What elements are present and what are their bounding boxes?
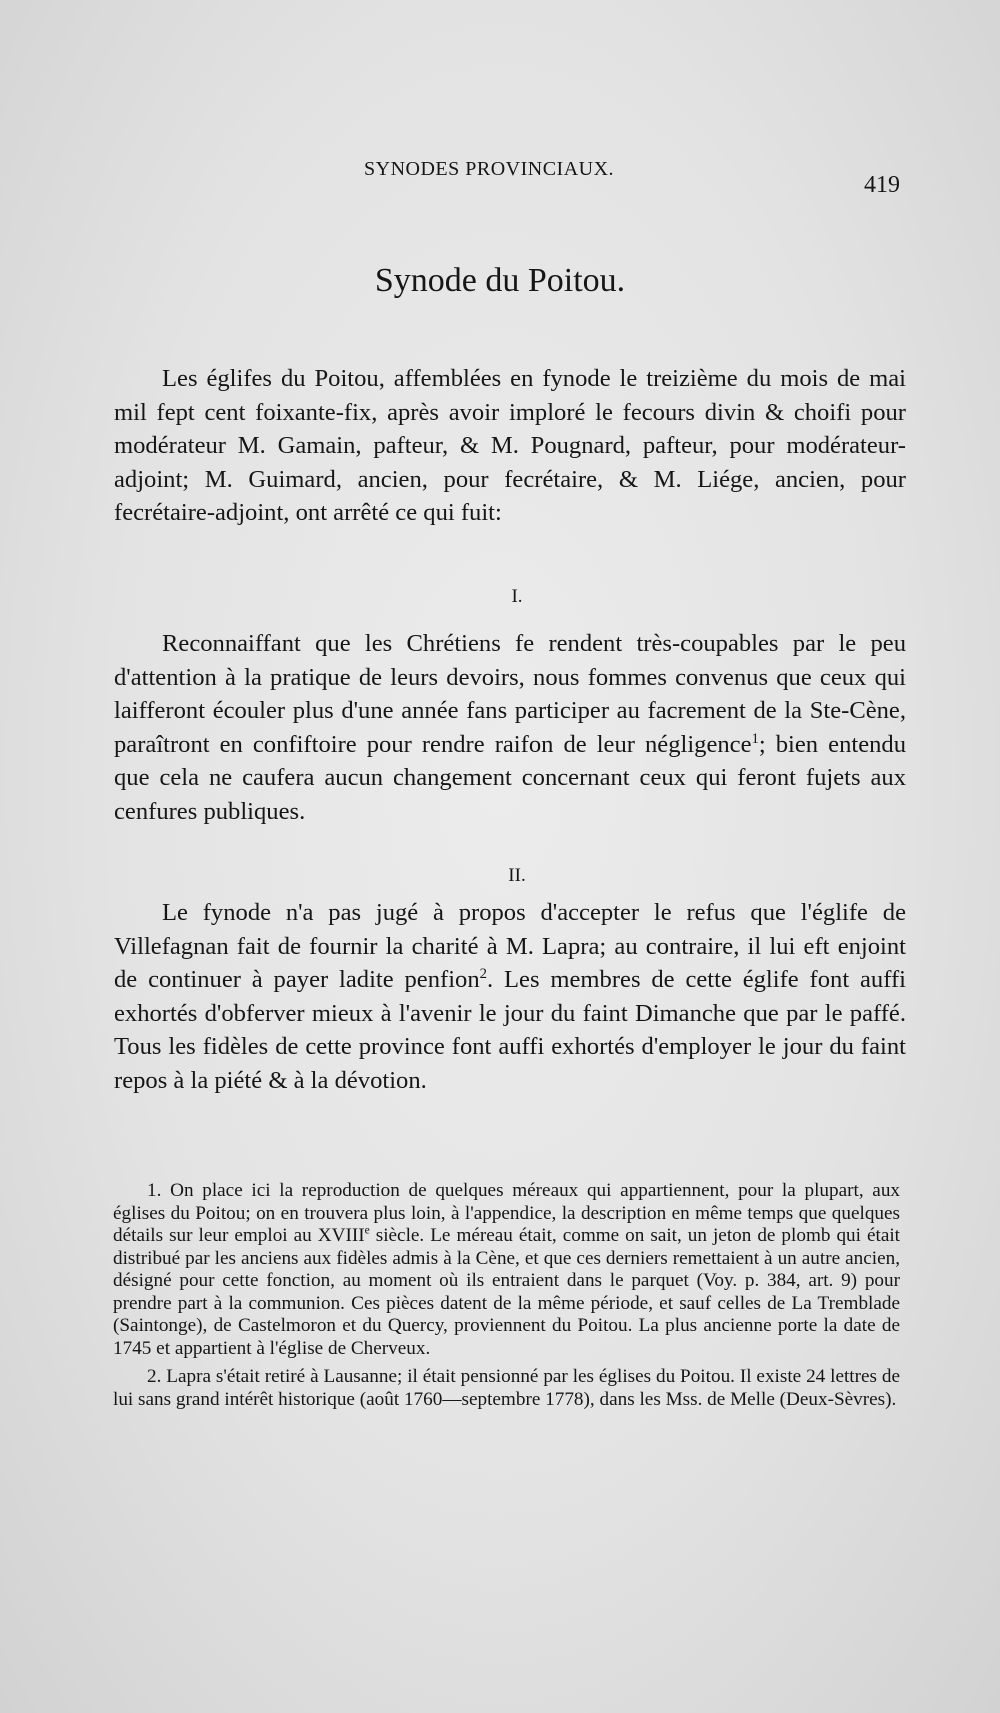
section-1-text-start: Reconnaiffant que les Chrétiens fe rendent très-coupables par le peu d'attention à la pratique de leurs devoirs, nous fommes convenus que ceux qui laifferont écouler plus d'une année fans participer au facrement de la Ste-Cène, paraîtront en confiftoire pour rendre raifon de leur négligence xyxy=(114,630,906,758)
footnote-1-text-end: siècle. Le méreau était, comme on sait, un jeton de plomb qui était distribué par les anciens aux fidèles admis à la Cène, et que ces derniers remettaient à un autre ancien, désigné pour cette fonction, au moment où ils entraient dans le parquet (Voy. p. 384, art. 9) pour prendre part à la communion. Ces pièces datent de la même période, et sauf celles de La Tremblade (Saintonge), de Castelmoron et du Quercy, proviennent du Poitou. La plus ancienne porte la date de 1745 et appartient à l'église de Cherveux. xyxy=(113,1225,900,1359)
intro-text: Les églifes du Poitou, affemblées en fynode le treizième du mois de mai mil fept cent foixante-fix, après avoir imploré le fecours divin & choifi pour modérateur M. Gamain, pafteur, & M. Pougnard, pafteur, pour modérateur-adjoint; M. Guimard, ancien, pour fecrétaire, & M. Liége, ancien, pour fecrétaire-adjoint, ont arrêté ce qui fuit: xyxy=(114,365,906,527)
running-head: SYNODES PROVINCIAUX. xyxy=(364,158,615,180)
page-title: Synode du Poitou. xyxy=(374,262,626,299)
section-1-text xyxy=(114,627,906,829)
footnote-ref-1: 1 xyxy=(751,730,759,747)
intro-paragraph xyxy=(114,362,906,530)
footnote-2-text: Lapra s'était retiré à Lausanne; il était pensionné par les églises du Poitou. Il existe 24 lettres de lui sans grand intérêt historique (août 1760—septembre 1778), dans les Mss. de Melle (Deux-Sèvres). xyxy=(113,1366,901,1410)
section-heading-1: I. xyxy=(511,586,523,607)
footnote-2 xyxy=(113,1366,900,1411)
section-1-text-end: ; bien entendu que cela ne caufera aucun changement concernant ceux qui feront fujets aux cenfures publiques. xyxy=(114,730,906,825)
footnotes xyxy=(113,1180,900,1411)
footnote-1-text: On place ici la reproduction de quelques méreaux qui appartiennent, pour la plupart, aux églises du Poitou; on en trouvera plus loin, à l'appendice, la description en même temps que quelques détails sur leur emploi au XVIII xyxy=(113,1180,901,1246)
footnote-1-superscript: e xyxy=(364,1224,370,1237)
section-1-paragraph xyxy=(114,627,906,829)
footnote-ref-2: 2 xyxy=(479,966,488,982)
section-2-text-end: . Les membres de cette églife font auffi exhortés d'obferver mieux à l'avenir le jour du faint Dimanche que par le paffé. Tous les fidèles de cette province font auffi exhortés d'employer le jour du faint repos à la piété & à la dévotion. xyxy=(114,966,906,1094)
section-heading-2: II. xyxy=(508,865,526,886)
footnote-2-marker: 2. xyxy=(147,1366,162,1387)
footnote-1-marker: 1. xyxy=(147,1180,162,1201)
section-2-paragraph xyxy=(114,896,906,1098)
footnote-1 xyxy=(113,1180,900,1360)
page-number: 419 xyxy=(864,172,900,198)
section-2-text xyxy=(114,896,906,1098)
section-2-text-start: Le fynode n'a pas jugé à propos d'accepter le refus que l'églife de Villefagnan fait de fournir la charité à M. Lapra; au contraire, il lui eft enjoint de continuer à payer ladite penfion xyxy=(114,899,906,994)
